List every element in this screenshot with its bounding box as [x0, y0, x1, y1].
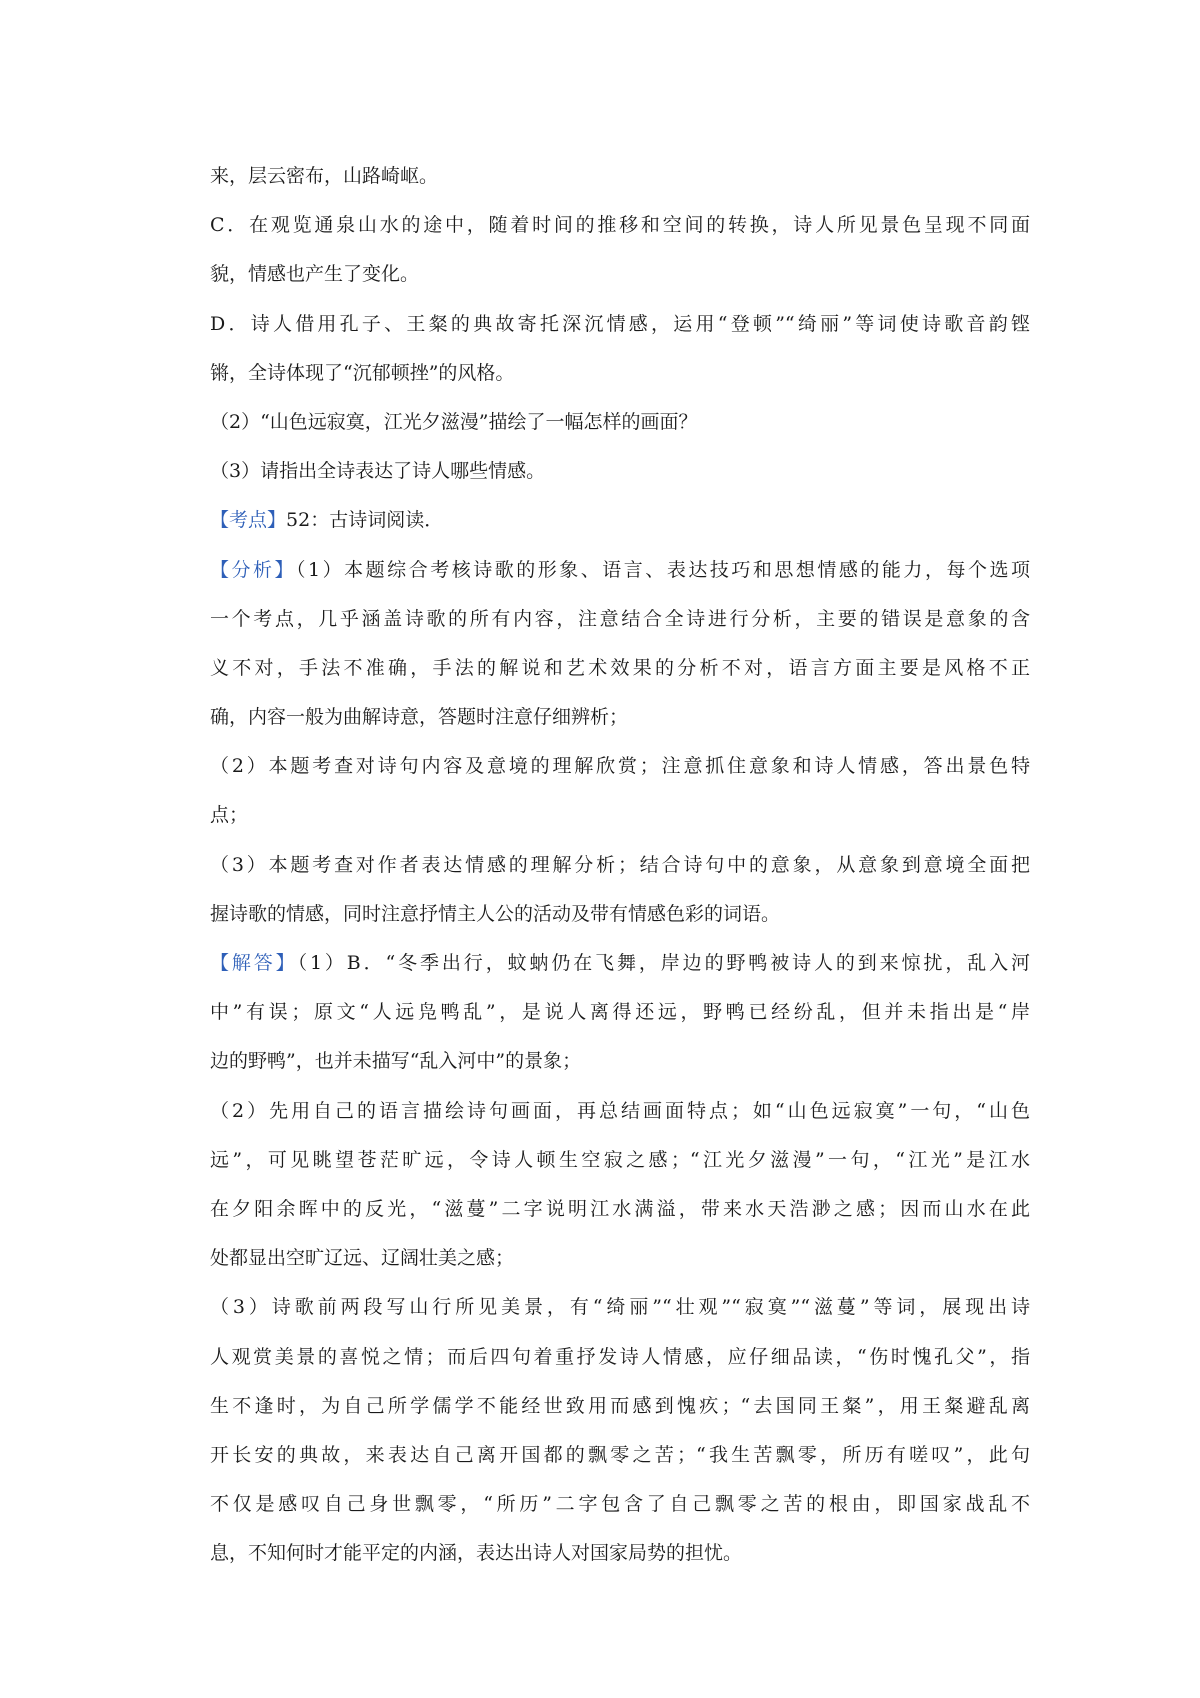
section-tag: 【解答】: [210, 952, 298, 974]
line-text: （2）“山色远寂寞，江光夕滋漫”描绘了一幅怎样的画面？: [210, 410, 698, 433]
text-line: [210, 742, 1030, 791]
text-line: [210, 1037, 1030, 1086]
text-line: [210, 546, 1030, 595]
text-line: [210, 1087, 1030, 1136]
line-text: （1）B．“冬季出行，蚊蚋仍在飞舞，岸边的野鸭被诗人的到来惊扰，乱入河: [297, 952, 1030, 974]
text-line: [210, 841, 1030, 890]
text-line: [210, 250, 1030, 299]
line-text: 确，内容一般为曲解诗意，答题时注意仔细辨析；: [210, 706, 629, 729]
line-text: （3）诗歌前两段写山行所见美景，有“绮丽”“壮观”“寂寞”“滋蔓”等词，展现出诗: [210, 1296, 1030, 1319]
line-text: 边的野鸭”，也并未描写“乱入河中”的景象；: [210, 1050, 582, 1073]
line-text: 处都显出空旷辽远、辽阔壮美之感；: [210, 1247, 515, 1270]
line-text: （3）本题考查对作者表达情感的理解分析；结合诗句中的意象，从意象到意境全面把: [210, 853, 1030, 876]
line-text: 握诗歌的情感，同时注意抒情主人公的活动及带有情感色彩的词语。: [210, 902, 781, 925]
text-line: [210, 1333, 1030, 1382]
line-text: 人观赏美景的喜悦之情；而后四句着重抒发诗人情感，应仔细品读，“伤时愧孔父”，指: [210, 1345, 1030, 1368]
line-text: C．在观览通泉山水的途中，随着时间的推移和空间的转换，诗人所见景色呈现不同面: [210, 214, 1030, 237]
text-line: [210, 1136, 1030, 1185]
text-line: [210, 644, 1030, 693]
line-text: （2）本题考查对诗句内容及意境的理解欣赏；注意抓住意象和诗人情感，答出景色特: [210, 755, 1030, 778]
line-text: 义不对，手法不准确，手法的解说和艺术效果的分析不对，语言方面主要是风格不正: [210, 656, 1030, 679]
line-text: 点；: [210, 804, 249, 827]
line-text: 不仅是感叹自己身世飘零，“所历”二字包含了自己飘零之苦的根由，即国家战乱不: [210, 1493, 1030, 1516]
text-line: [210, 201, 1030, 250]
line-text: D．诗人借用孔子、王粲的典故寄托深沉情感，运用“登顿”“绮丽”等词使诗歌音韵铿: [210, 312, 1030, 335]
text-line: [210, 349, 1030, 398]
line-text: 远”，可见眺望苍茫旷远，令诗人顿生空寂之感；“江光夕滋漫”一句，“江光”是江水: [210, 1148, 1030, 1171]
text-line: [210, 447, 1030, 496]
text-line: [210, 1283, 1030, 1332]
line-text: （1）本题综合考核诗歌的形象、语言、表达技巧和思想情感的能力，每个选项: [296, 558, 1030, 581]
text-line: [210, 398, 1030, 447]
text-line: [210, 890, 1030, 939]
line-text: （3）请指出全诗表达了诗人哪些情感。: [210, 460, 546, 483]
text-line: [210, 988, 1030, 1037]
text-line: [210, 1480, 1030, 1529]
text-line: [210, 595, 1030, 644]
line-text: 在夕阳余晖中的反光，“滋蔓”二字说明江水满溢，带来水天浩渺之感；因而山水在此: [210, 1197, 1030, 1220]
line-text: 息，不知何时才能平定的内涵，表达出诗人对国家局势的担忧。: [210, 1542, 743, 1565]
text-line: [210, 1431, 1030, 1480]
line-text: 貌，情感也产生了变化。: [210, 263, 420, 286]
section-tag: 【分析】: [210, 558, 297, 581]
line-text: 中”有误；原文“人远凫鸭乱”，是说人离得还远，野鸭已经纷乱，但并未指出是“岸: [210, 1001, 1030, 1024]
line-text: 一个考点，几乎涵盖诗歌的所有内容，注意结合全诗进行分析，主要的错误是意象的含: [210, 607, 1030, 630]
line-text: （2）先用自己的语言描绘诗句画面，再总结画面特点；如“山色远寂寞”一句，“山色: [210, 1099, 1030, 1122]
text-line: [210, 300, 1030, 349]
text-line: [210, 1185, 1030, 1234]
text-line: [210, 939, 1030, 988]
text-line: [210, 791, 1030, 840]
line-text: 生不逢时，为自己所学儒学不能经世致用而感到愧疚；“去国同王粲”，用王粲避乱离: [210, 1394, 1030, 1417]
text-line: [210, 693, 1030, 742]
text-line: [210, 152, 1030, 201]
line-text: 开长安的典故，来表达自己离开国都的飘零之苦；“我生苦飘零，所历有嗟叹”，此句: [210, 1443, 1030, 1466]
line-text: 来，层云密布，山路崎岖。: [210, 165, 439, 187]
text-line: [210, 1234, 1030, 1283]
text-line: [210, 1529, 1030, 1578]
line-text: 52：古诗词阅读．: [286, 509, 444, 532]
text-line: [210, 496, 1030, 545]
document-body: [210, 152, 1030, 1578]
line-text: 锵，全诗体现了“沉郁顿挫”的风格。: [210, 361, 515, 384]
text-line: [210, 1382, 1030, 1431]
section-tag: 【考点】: [210, 509, 287, 532]
